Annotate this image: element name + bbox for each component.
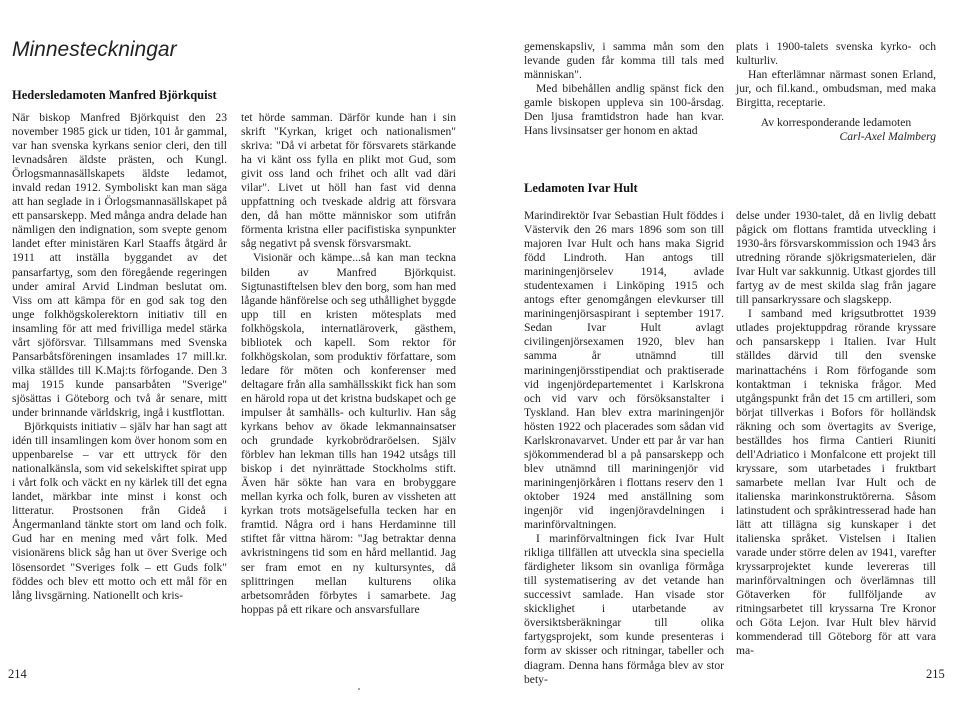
right-column-2 [736, 209, 936, 659]
right-column-1-top [524, 40, 724, 138]
paragraph: Visionär och kämpe...så kan man teckna bilden av Manfred Björkquist. Sigtunastiftelsen blev den borg, som han med lågande hänförelse och seg uthållighet byggde upp till en kristen mötesplats med folkhögskola, internatläroverk, gästhem, bibliotek och kapell. Som rektor för folkhögskolan, som produktiv författare, som ledare för möten och konferenser med deltagare från alla samhällsskikt fick han som en härold ropa ut det kristna budskapet och ge impulser åt samhälls- och kulturliv. Han såg kyrkans behov av ökade lekmannainsatser och grundade kyrkobrödraröelsen. Själv förblev han lekman tills han 1942 utsågs till biskop i det nyinrättade Stockholms stift. Även här sökte han vara en brobyggare mellan kyrka och folk, buren av vissheten att kyrkan trots motsägelsefulla tecken har en framtid. Några ord i hans Herdaminne till stiftet får vittna härom: "Jag betraktar denna avkristningens tid som en hård mellantid. Jag ser fram emot en ny kultursyntes, då splittringen mellan kulturens olika arbetsområden förbytes i samarbete. Jag hoppas på ett rikare och ansvarsfullare [241, 251, 456, 616]
left-column-2 [241, 111, 456, 617]
credit-label: Av korresponderande ledamoten [760, 116, 912, 130]
credit-name: Carl-Axel Malmberg [839, 130, 936, 144]
section-label: Minnesteckningar [12, 38, 177, 61]
paragraph: Björkquists initiativ – själv har han sagt att idén till insamlingen kom över honom som en uppenbarelse – var ett uttryck för den nationalkänsla, som vid sekelskiftet spirat upp i vårt folk och väckt en ny kärlek till det egna landet, märkbar inte minst i konst och litteratur. Prostsonen från Gideå i Ångermanland tänkte stort om land och folk. Gud har en mening med vårt folk. Med visionärens blick såg han ut över Sverige och lösensordet "Sveriges folk – ett Guds folk" föddes och blev ett motto och ett mål för en lång livsgärning. Nationellt och kris- [12, 420, 227, 602]
paragraph: Marindirektör Ivar Sebastian Hult föddes i Västervik den 26 mars 1896 som son till majoren Ivar Hult och hans maka Sigrid född Lindroth. Han antogs till mariningenjörselev 1914, avlade studentexamen i Linköping 1915 och antogs efter genomgången elevkurser till mariningenjörsaspirant i september 1917. Sedan Ivar Hult avlagt civilingenjörsexamen 1920, blev han samma år utnämnd till mariningenjörsstipendiat och praktiserade vid ingenjördepartementet i Karlskrona och vid varv och försöksanstalter i Tyskland. Han blev extra mariningenjör hösten 1922 och placerades som sådan vid Karlskronavarvet. Under ett par år var han sjökommenderad bl a på pansarskepp och blev utnämnd till mariningenjör vid mariningenjörkåren i flottans reserv den 1 oktober 1924 med anställning som ingenjör vid ingenjöravdelningen i marinförvaltningen. [524, 209, 724, 532]
scan-artifact-dot [358, 688, 360, 690]
right-column-1 [524, 209, 724, 687]
paragraph: tet hörde samman. Därför kunde han i sin skrift "Kyrkan, kriget och nationalismen" skriva: "Då vi arbetat för försvarets stärkande ha vi känt oss fylla en plikt mot Gud, som givit oss land och frihet och allt vad däri vilar". Livet ut höll han fast vid denna uppfattning och tveskade aldrig att försvara den, då han mötte människor som utifrån förmenta kristna eller pacifistiska synpunkter såg negativt på svensk försvarsmakt. [241, 111, 456, 251]
paragraph: gemenskapsliv, i samma mån som den levande guden får komma till tals med människan". [524, 40, 724, 82]
paragraph: I marinförvaltningen fick Ivar Hult rikliga tillfällen att utveckla sina speciella färdigheter liksom sin ovanliga förmåga till systematisering av det vetande han successivt samlade. Han visade stor skicklighet i utarbetande av översiktsberäkningar till olika fartygsprojekt, som kunde presenteras i form av skisser och ritningar, tabeller och diagram. Denna hans förmåga blev av stor bety- [524, 532, 724, 686]
paragraph: Han efterlämnar närmast sonen Erland, jur, och fil.kand., ombudsman, med maka Birgitta, receptarie. [736, 68, 936, 110]
paragraph: plats i 1900-talets svenska kyrko- och kulturliv. [736, 40, 936, 68]
article-heading-hult: Ledamoten Ivar Hult [524, 181, 638, 195]
article-heading-bjorkquist: Hedersledamoten Manfred Björkquist [12, 88, 217, 102]
right-column-2-top [736, 40, 936, 144]
paragraph: delse under 1930-talet, då en livlig debatt pågick om flottans framtida utveckling i 1930-års försvarskommission och 1943 års utredning rörande sjökrigsmaterielen, där Ivar Hult var sakkunnig. Utkast gjordes till fartyg av de mest skilda slag från jagare till pansarkryssare och slagskepp. [736, 209, 936, 307]
paragraph: När biskop Manfred Björkquist den 23 november 1985 gick ur tiden, 101 år gammal, var han svenska kyrkans senior cleri, den till levnadsåren äldste prästen, och Kungl. Örlogsmannasällskapets äldste ledamot, invald redan 1912. Symboliskt kan man säga att han seglade in i Örlogsmannasällskapet på ett pansarskepp. Med många andra delade han nämligen den indignation, som svepte genom landet efter ministären Karl Staaffs åtgärd år 1911 att inställa byggandet av det pansarfartyg, som den föregående regeringen under amiral Arvid Lindman beslutat om. Viss om att kämpa för en god sak tog den unge folkhögskolerektorn initiativ till en insamling för att med frivilliga medel stärka vårt sjöförsvar. Tillsammans med Svenska Pansarbåtsföreningen insamlades 17 mill.kr. vilka ställdes till K.Maj:ts förfogande. Den 3 maj 1915 kunde pansarbåten "Sverige" sjösättas i Göteborg och två år senare, mitt under brinnande världskrig, ingå i kustflottan. [12, 111, 227, 419]
page-number-left: 214 [8, 667, 27, 681]
paragraph: I samband med krigsutbrottet 1939 utlades projektuppdrag rörande kryssare och pansarskepp i Italien. Ivar Hult ställdes därvid till den svenske marinattachéns i Rom förfogande som kontaktman i tekniska frågor. Med utgångspunkt från det 15 cm artilleri, som börjat tillverkas i Bofors för holländsk räkning och som övertagits av Sverige, beställdes hos firma Cantieri Riuniti dell'Adriatico i Monfalcone ett projekt till kryssare, som utarbetades i fruktbart samarbete mellan Ivar Hult och de italienska marinkonstruktörerna. Såsom latinstudent och språkintresserad hade han lätt att tillägna sig kunskaper i det italienska språket. Vistelsen i Italien varade under större delen av 1941, varefter kryssarprojektet kunde levereras till marinförvaltningen och överlämnas till Götaverken för fullföljande av ritningsarbetet till kryssarna Tre Kronor och Göta Lejon. Ivar Hult blev härvid kommenderad till Göteborg för att vara ma- [736, 307, 936, 658]
left-column-1 [12, 111, 227, 603]
paragraph: Med bibehållen andlig spänst fick den gamle biskopen uppleva sin 100-årsdag. Den ljusa framtidstron hade han kvar. Hans livsinsatser ger honom en aktad [524, 82, 724, 138]
right-page [480, 0, 960, 725]
page-number-right: 215 [926, 667, 945, 681]
